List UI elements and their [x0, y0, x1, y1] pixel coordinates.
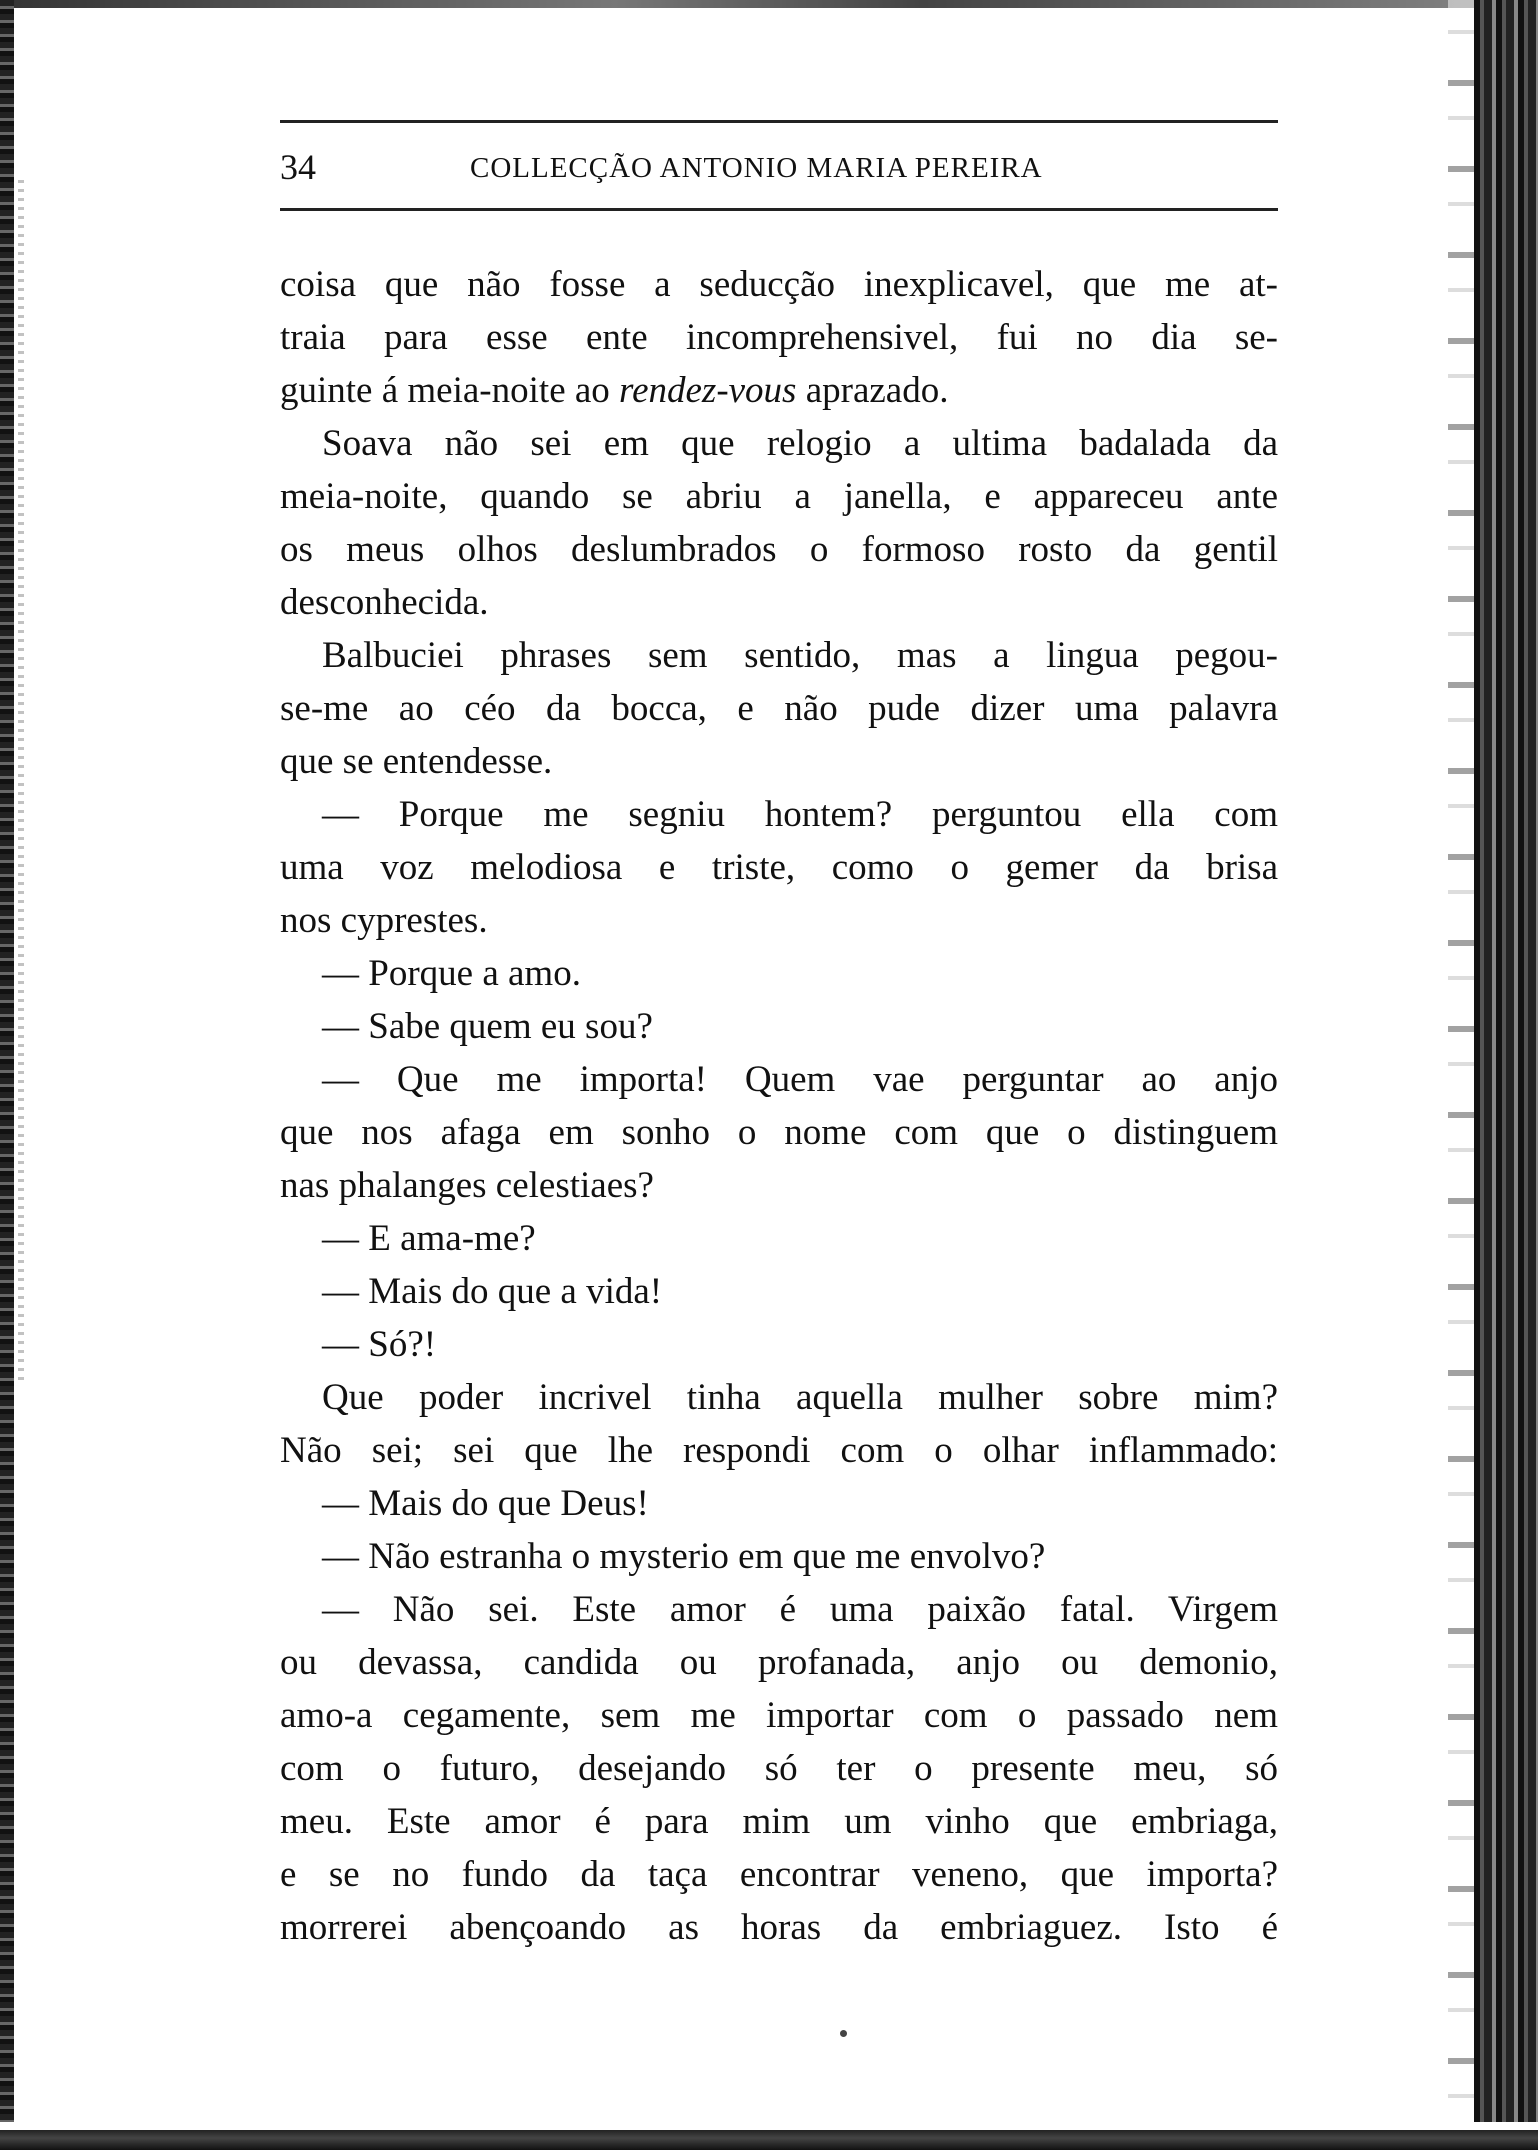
- text-line: [280, 1530, 1278, 1583]
- text-line: [280, 1424, 1278, 1477]
- text-line: [280, 258, 1278, 311]
- line-text: nas phalanges celestiaes?: [280, 1165, 654, 1206]
- text-line: [280, 576, 1278, 629]
- text-line: [280, 1159, 1278, 1212]
- line-text: — Porque a amo.: [322, 953, 581, 994]
- scan-binding-edge: [1474, 0, 1538, 2150]
- text-line: [280, 417, 1278, 470]
- text-line: [280, 1583, 1278, 1636]
- scan-left-edge: [0, 0, 14, 2150]
- line-text: amo-a cegamente, sem me importar com o passado nem: [280, 1695, 1278, 1736]
- italic-phrase: rendez-vous: [619, 370, 797, 411]
- scan-binding-noise: [1448, 0, 1474, 2150]
- line-text: — Porque me segniu hontem? perguntou ella com: [322, 794, 1278, 835]
- text-line: [280, 470, 1278, 523]
- line-text: Soava não sei em que relogio a ultima badalada da: [322, 423, 1278, 464]
- line-text: guinte á meia-noite ao: [280, 370, 620, 411]
- line-text: Que poder incrivel tinha aquella mulher sobre mim?: [322, 1377, 1278, 1418]
- text-line: [280, 841, 1278, 894]
- text-line: [280, 682, 1278, 735]
- line-text: Balbuciei phrases sem sentido, mas a lingua pegou-: [322, 635, 1278, 676]
- header-bottom-rule: [280, 208, 1278, 211]
- text-line: [280, 788, 1278, 841]
- page-header: [280, 146, 1278, 190]
- line-text: se-me ao céo da bocca, e não pude dizer uma palavra: [280, 688, 1278, 729]
- text-line: [280, 1742, 1278, 1795]
- line-text: morrerei abençoando as horas da embriaguez. Isto é: [280, 1907, 1278, 1948]
- scan-bottom-edge: [0, 2122, 1538, 2150]
- ink-spot: [840, 2030, 847, 2037]
- text-line: [280, 1053, 1278, 1106]
- text-line: [280, 894, 1278, 947]
- text-line: [280, 1106, 1278, 1159]
- text-line: [280, 1477, 1278, 1530]
- text-line: [280, 364, 1278, 417]
- line-text: meia-noite, quando se abriu a janella, e appareceu ante: [280, 476, 1278, 517]
- text-line: [280, 1901, 1278, 1954]
- line-text: — Que me importa! Quem vae perguntar ao anjo: [322, 1059, 1278, 1100]
- line-text: meu. Este amor é para mim um vinho que embriaga,: [280, 1801, 1278, 1842]
- text-line: [280, 1000, 1278, 1053]
- line-text: que nos afaga em sonho o nome com que o distinguem: [280, 1112, 1278, 1153]
- text-line: [280, 1265, 1278, 1318]
- line-text: traia para esse ente incomprehensivel, fui no dia se-: [280, 317, 1278, 358]
- text-line: [280, 947, 1278, 1000]
- text-line: [280, 523, 1278, 576]
- page-number: 34: [280, 147, 316, 187]
- running-title: COLLECÇÃO ANTONIO MARIA PEREIRA: [470, 152, 1043, 184]
- line-text: — Mais do que a vida!: [322, 1271, 663, 1312]
- text-line: [280, 1689, 1278, 1742]
- text-line: [280, 1371, 1278, 1424]
- text-line: [280, 629, 1278, 682]
- line-text: os meus olhos deslumbrados o formoso rosto da gentil: [280, 529, 1278, 570]
- text-line: [280, 1848, 1278, 1901]
- scan-left-noise: [18, 180, 24, 1380]
- header-top-rule: [280, 120, 1278, 123]
- line-text: e se no fundo da taça encontrar veneno, que importa?: [280, 1854, 1278, 1895]
- text-line: [280, 735, 1278, 788]
- line-text: Não sei; sei que lhe respondi com o olhar inflammado:: [280, 1430, 1278, 1471]
- body-text: [280, 258, 1278, 1954]
- text-line: [280, 1212, 1278, 1265]
- line-text: ou devassa, candida ou profanada, anjo ou demonio,: [280, 1642, 1278, 1683]
- line-text: — Sabe quem eu sou?: [322, 1006, 653, 1047]
- text-line: [280, 1318, 1278, 1371]
- line-text: aprazado.: [796, 370, 949, 411]
- line-text: — Não sei. Este amor é uma paixão fatal. Virgem: [322, 1589, 1278, 1630]
- line-text: uma voz melodiosa e triste, como o gemer da brisa: [280, 847, 1278, 888]
- line-text: nos cyprestes.: [280, 900, 488, 941]
- line-text: que se entendesse.: [280, 741, 553, 782]
- scan-top-edge: [0, 0, 1538, 8]
- line-text: com o futuro, desejando só ter o presente meu, só: [280, 1748, 1278, 1789]
- text-line: [280, 1636, 1278, 1689]
- line-text: coisa que não fosse a seducção inexplicavel, que me at-: [280, 264, 1278, 305]
- line-text: — Não estranha o mysterio em que me envolvo?: [322, 1536, 1046, 1577]
- line-text: — Mais do que Deus!: [322, 1483, 649, 1524]
- line-text: — E ama-me?: [322, 1218, 536, 1259]
- text-line: [280, 1795, 1278, 1848]
- text-line: [280, 311, 1278, 364]
- line-text: — Só?!: [322, 1324, 437, 1365]
- line-text: desconhecida.: [280, 582, 489, 623]
